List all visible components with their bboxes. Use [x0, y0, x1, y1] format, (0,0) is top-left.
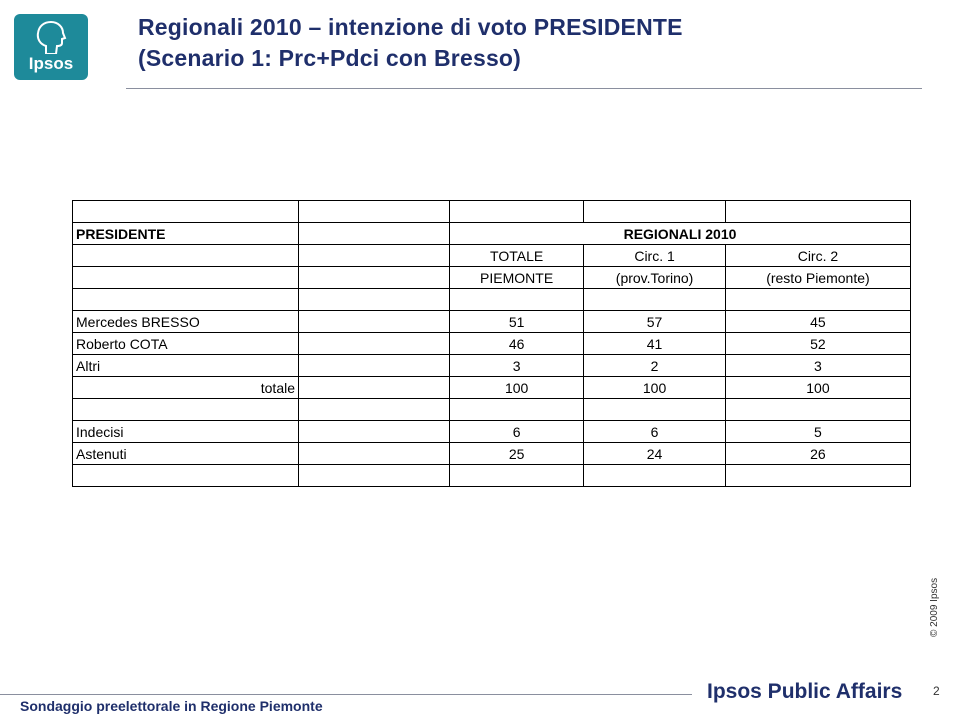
value-cell: 100 — [584, 377, 726, 399]
survey-title: Sondaggio preelettorale in Regione Piemonte — [20, 698, 323, 714]
table-cell — [299, 399, 450, 421]
table-cell — [299, 465, 450, 487]
table-cell — [584, 399, 726, 421]
page-title: Regionali 2010 – intenzione di voto PRESIDENTE — [138, 14, 683, 40]
row-label: totale — [73, 377, 299, 399]
ipsos-logo — [14, 14, 88, 80]
column-header: TOTALE — [450, 245, 584, 267]
column-header: Circ. 1 — [584, 245, 726, 267]
page-number: 2 — [933, 684, 940, 698]
table-cell — [299, 311, 450, 333]
value-cell: 100 — [725, 377, 910, 399]
brand-name: Ipsos Public Affairs — [707, 680, 903, 703]
footer-divider — [0, 694, 692, 695]
table-cell — [73, 465, 299, 487]
row-label: Altri — [73, 355, 299, 377]
results-table — [72, 200, 911, 487]
table-cell — [299, 421, 450, 443]
table-row — [73, 333, 911, 355]
table-cell — [299, 333, 450, 355]
column-header: Circ. 2 — [725, 245, 910, 267]
value-cell: 41 — [584, 333, 726, 355]
table-total-row — [73, 377, 911, 399]
table-row — [73, 201, 911, 223]
table-cell — [725, 289, 910, 311]
table-row — [73, 355, 911, 377]
value-cell: 100 — [450, 377, 584, 399]
value-cell: 25 — [450, 443, 584, 465]
table-cell — [73, 289, 299, 311]
logo-text: Ipsos — [28, 54, 74, 73]
table-cell — [299, 245, 450, 267]
table-row — [73, 421, 911, 443]
value-cell: 2 — [584, 355, 726, 377]
table-cell — [299, 223, 450, 245]
table-row — [73, 443, 911, 465]
table-cell — [584, 465, 726, 487]
table-cell — [73, 399, 299, 421]
value-cell: 46 — [450, 333, 584, 355]
row-label-header: PRESIDENTE — [73, 223, 299, 245]
table-cell — [73, 201, 299, 223]
table-row — [73, 311, 911, 333]
table-cell — [450, 289, 584, 311]
column-subheader: (prov.Torino) — [584, 267, 726, 289]
table-cell — [725, 201, 910, 223]
table-cell — [450, 399, 584, 421]
table-cell — [450, 201, 584, 223]
table-cell — [584, 289, 726, 311]
row-label: Astenuti — [73, 443, 299, 465]
table-cell — [299, 443, 450, 465]
table-cell — [725, 465, 910, 487]
row-label: Mercedes BRESSO — [73, 311, 299, 333]
table-cell — [725, 399, 910, 421]
value-cell: 6 — [584, 421, 726, 443]
page-subtitle: (Scenario 1: Prc+Pdci con Bresso) — [138, 45, 522, 71]
value-cell: 5 — [725, 421, 910, 443]
column-header-row — [73, 245, 911, 267]
column-subheader-row — [73, 267, 911, 289]
table-cell — [73, 245, 299, 267]
column-subheader: PIEMONTE — [450, 267, 584, 289]
table-cell — [584, 201, 726, 223]
value-cell: 3 — [725, 355, 910, 377]
value-cell: 26 — [725, 443, 910, 465]
value-cell: 24 — [584, 443, 726, 465]
copyright-notice: © 2009 Ipsos — [929, 577, 940, 637]
head-profile-icon — [32, 20, 70, 54]
table-cell — [299, 267, 450, 289]
value-cell: 51 — [450, 311, 584, 333]
title-divider — [126, 88, 922, 89]
value-cell: 6 — [450, 421, 584, 443]
table-row — [73, 289, 911, 311]
table-cell — [299, 201, 450, 223]
table-header-row — [73, 223, 911, 245]
row-label: Roberto COTA — [73, 333, 299, 355]
table-row — [73, 399, 911, 421]
table-cell — [73, 267, 299, 289]
value-cell: 52 — [725, 333, 910, 355]
group-header: REGIONALI 2010 — [450, 223, 911, 245]
table-row — [73, 465, 911, 487]
table-cell — [450, 465, 584, 487]
table-cell — [299, 289, 450, 311]
table-cell — [299, 377, 450, 399]
value-cell: 45 — [725, 311, 910, 333]
value-cell: 57 — [584, 311, 726, 333]
table-cell — [299, 355, 450, 377]
row-label: Indecisi — [73, 421, 299, 443]
value-cell: 3 — [450, 355, 584, 377]
column-subheader: (resto Piemonte) — [725, 267, 910, 289]
